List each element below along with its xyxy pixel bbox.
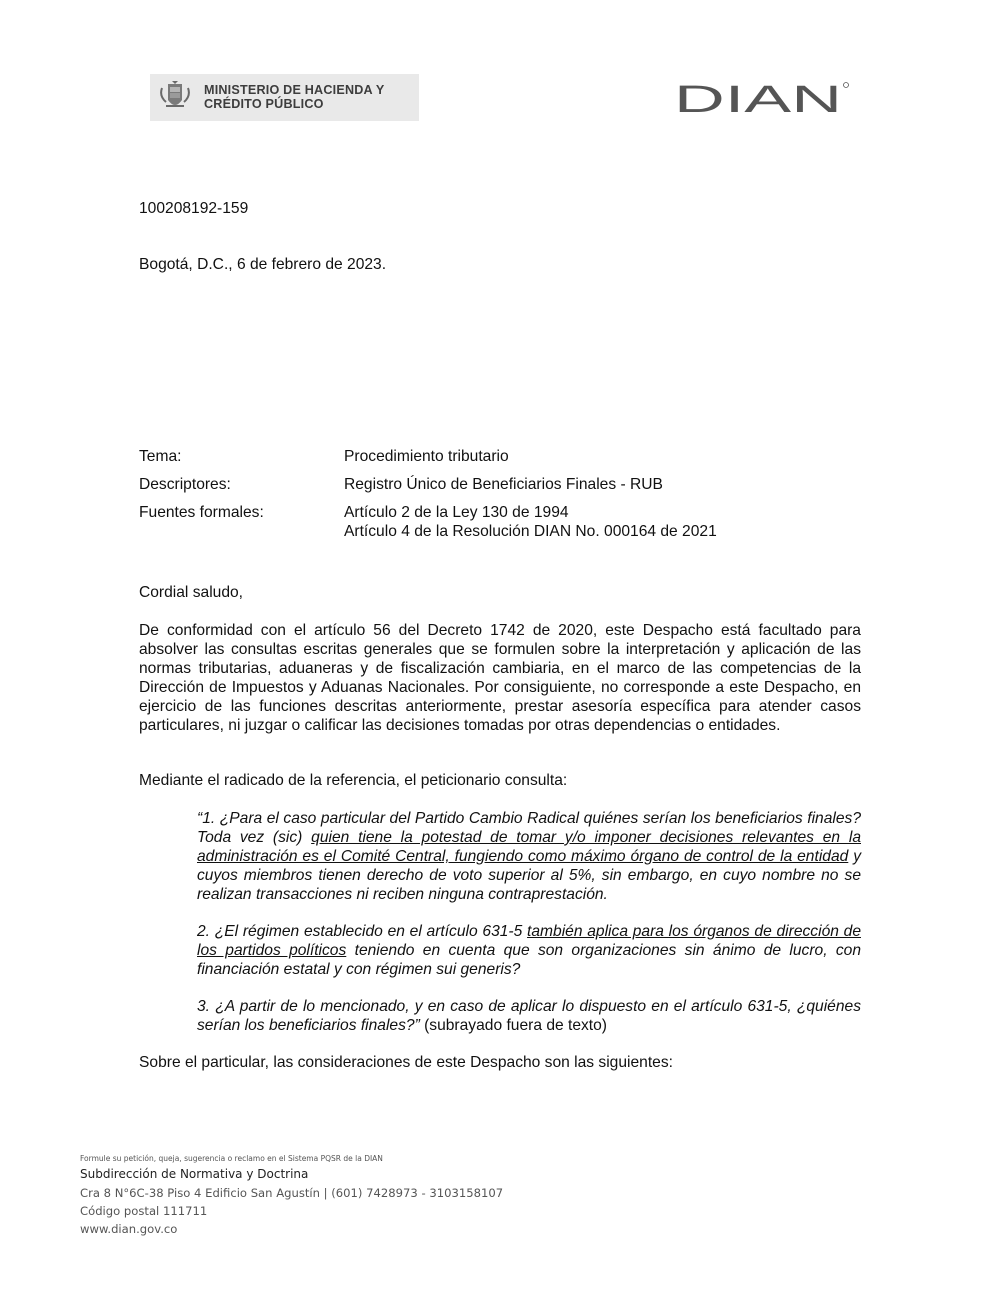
dian-logo-text: DIAN	[674, 80, 842, 116]
paragraph-competence: De conformidad con el artículo 56 del Decreto 1742 de 2020, este Despacho está facultado para absolver las consultas escritas generales que se formulen sobre la interpretación y aplicación de las normas tributarias, aduaneras y de fiscalización cambiaria, en el marco de las competencias de la Dirección de Impuestos y Aduanas Nacionales. Por consiguiente, no corresponde a este Despacho, en ejercicio de las funciones descritas anteriormente, prestar asesoría específica para atender casos particulares, ni juzgar o calificar las decisiones tomadas por otras dependencias o entidades.	[139, 622, 861, 734]
fuentes-value-2: Artículo 4 de la Resolución DIAN No. 000164 de 2021	[344, 523, 717, 540]
ministry-line2: CRÉDITO PÚBLICO	[204, 97, 324, 111]
quote-question-2	[197, 922, 861, 979]
quote2-part-a: 2. ¿El régimen establecido en el artículo 631-5	[197, 923, 528, 940]
descriptores-value: Registro Único de Beneficiarios Finales - RUB	[344, 476, 663, 493]
footer-address: Cra 8 N°6C-38 Piso 4 Edificio San Agustín | (601) 7428973 - 3103158107	[80, 1186, 504, 1200]
quote3-note: (subrayado fuera de texto)	[419, 1017, 607, 1034]
ministry-logo	[150, 74, 419, 121]
descriptores-label: Descriptores:	[139, 476, 231, 493]
footer-pqsr-note: Formule su petición, queja, sugerencia o reclamo en el Sistema PQSR de la DIAN	[80, 1154, 383, 1163]
footer-website: www.dian.gov.co	[80, 1222, 178, 1236]
paragraph-consulta: Mediante el radicado de la referencia, el peticionario consulta:	[139, 772, 568, 789]
footer-postal: Código postal 111711	[80, 1204, 208, 1218]
greeting: Cordial saludo,	[139, 584, 244, 601]
quote-question-1	[197, 809, 861, 904]
ministry-name	[204, 83, 384, 111]
reference-number: 100208192-159	[139, 200, 249, 217]
quote1-underlined: quien tiene la potestad de tomar y/o imponer decisiones relevantes en la administración es el Comité Central, fungiendo como máximo órgano de control de la entidad	[197, 829, 861, 865]
paragraph-considerations: Sobre el particular, las consideraciones de este Despacho son las siguientes:	[139, 1054, 673, 1071]
dian-logo	[674, 80, 850, 116]
fuentes-value-1: Artículo 2 de la Ley 130 de 1994	[344, 504, 569, 521]
ministry-line1: MINISTERIO DE HACIENDA Y	[204, 83, 385, 97]
quote3-italic: 3. ¿A partir de lo mencionado, y en caso de aplicar lo dispuesto en el artículo 631-5, ¿quiénes serían los beneficiarios finales?”	[197, 998, 861, 1034]
quote-question-3	[197, 997, 861, 1035]
place-date: Bogotá, D.C., 6 de febrero de 2023.	[139, 256, 387, 273]
quote2-part-c: teniendo en cuenta que son organizaciones sin ánimo de lucro, con financiación estatal y con régimen sui generis?	[197, 942, 861, 978]
footer-office: Subdirección de Normativa y Doctrina	[80, 1167, 309, 1181]
quote1-part-a: “1. ¿Para el caso particular del Partido Cambio Radical quiénes serían los beneficiarios finales? Toda vez (sic)	[197, 810, 861, 846]
tema-label: Tema:	[139, 448, 182, 465]
fuentes-label: Fuentes formales:	[139, 504, 264, 521]
tema-value: Procedimiento tributario	[344, 448, 509, 465]
quote2-underlined: también aplica para los órganos de dirección de los partidos políticos	[197, 923, 861, 959]
coat-of-arms-icon	[158, 80, 192, 114]
quote1-part-c: y cuyos miembros tienen derecho de voto superior al 5%, sin embargo, en cuyo nombre no se realizan transacciones ni reciben ninguna contraprestación.	[197, 848, 861, 903]
